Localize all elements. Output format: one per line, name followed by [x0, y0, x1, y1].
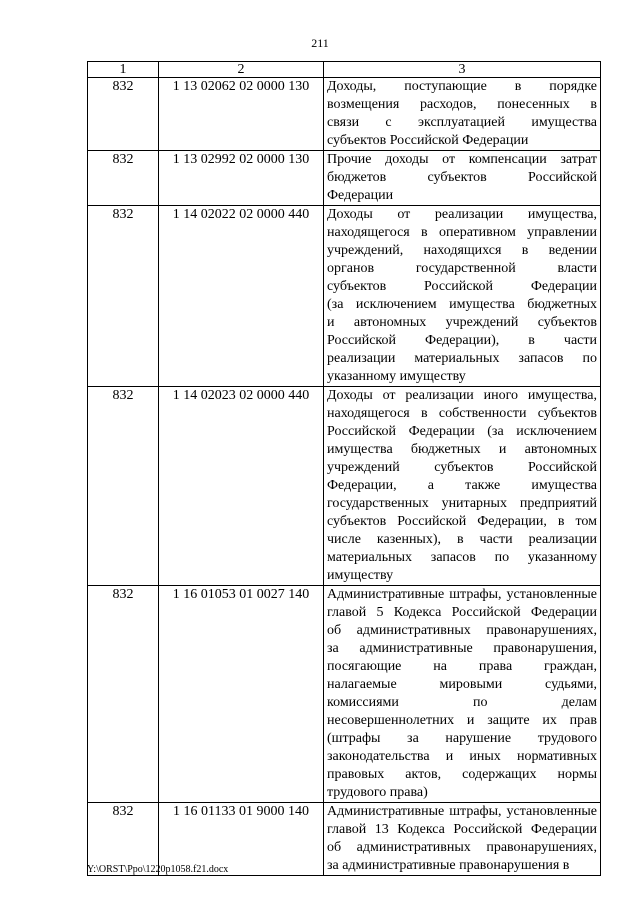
- revenue-codes-table: [87, 61, 601, 876]
- description-line: субъектов Российской Федерации: [327, 133, 529, 148]
- description-line: учреждений субъектов Российской: [327, 460, 597, 475]
- description-line: связи с эксплуатацией имущества: [327, 115, 597, 130]
- revenue-description-cell: [324, 803, 601, 876]
- description-line: имущества бюджетных и автономных: [327, 442, 597, 457]
- budget-classification-code-cell: 1 14 02023 02 0000 440: [159, 387, 324, 586]
- description-line: учреждений, находящихся в ведении: [327, 243, 597, 258]
- description-line: посягающие на права граждан,: [327, 659, 597, 674]
- description-line: главой 13 Кодекса Российской Федерации: [327, 822, 597, 837]
- description-line: об административных правонарушениях,: [327, 840, 597, 855]
- description-line: находящегося в собственности субъектов: [327, 406, 597, 421]
- description-line: комиссиями по делам: [327, 695, 597, 710]
- description-line: органов государственной власти: [327, 261, 597, 276]
- description-line: бюджетов субъектов Российской: [327, 170, 597, 185]
- description-line: числе казенных), в части реализации: [327, 532, 597, 547]
- admin-code-cell: 832: [88, 78, 159, 151]
- description-line: правовых актов, содержащих нормы: [327, 767, 597, 782]
- description-line: трудового права): [327, 785, 428, 800]
- table-row: [88, 206, 601, 387]
- budget-classification-code-cell: 1 13 02062 02 0000 130: [159, 78, 324, 151]
- revenue-description-cell: [324, 151, 601, 206]
- revenue-description-cell: [324, 586, 601, 803]
- description-line: материальных запасов по указанному: [327, 550, 597, 565]
- column-header-1: 1: [88, 62, 159, 78]
- description-line: реализации материальных запасов по: [327, 351, 597, 366]
- description-line: возмещения расходов, понесенных в: [327, 97, 597, 112]
- table-row: [88, 151, 601, 206]
- table-row: [88, 78, 601, 151]
- description-line: Федерации, а также имущества: [327, 478, 597, 493]
- table-header-row: [88, 62, 601, 78]
- admin-code-cell: 832: [88, 206, 159, 387]
- admin-code-cell: 832: [88, 387, 159, 586]
- description-line: Российской Федерации (за исключением: [327, 424, 597, 439]
- revenue-description-cell: [324, 206, 601, 387]
- page-number: 211: [311, 36, 329, 50]
- description-line: Доходы от реализации имущества,: [327, 207, 597, 222]
- description-line: Административные штрафы, установленные: [327, 804, 597, 819]
- table-row: [88, 586, 601, 803]
- description-line: главой 5 Кодекса Российской Федерации: [327, 605, 597, 620]
- description-line: за административные правонарушения,: [327, 641, 597, 656]
- description-line: субъектов Российской Федерации: [327, 279, 597, 294]
- description-line: субъектов Российской Федерации, в том: [327, 514, 597, 529]
- description-line: указанному имуществу: [327, 369, 466, 384]
- admin-code-cell: 832: [88, 803, 159, 876]
- description-line: имуществу: [327, 568, 394, 583]
- description-line: Административные штрафы, установленные: [327, 587, 597, 602]
- column-header-3: 3: [324, 62, 601, 78]
- description-line: Доходы, поступающие в порядке: [327, 79, 597, 94]
- budget-classification-code-cell: 1 16 01133 01 9000 140: [159, 803, 324, 876]
- description-line: Прочие доходы от компенсации затрат: [327, 152, 597, 167]
- description-line: за административные правонарушения в: [327, 858, 570, 873]
- description-line: законодательства и иных нормативных: [327, 749, 597, 764]
- description-line: Федерации: [327, 188, 394, 203]
- description-line: об административных правонарушениях,: [327, 623, 597, 638]
- revenue-description-cell: [324, 78, 601, 151]
- budget-classification-code-cell: 1 14 02022 02 0000 440: [159, 206, 324, 387]
- table-row: [88, 387, 601, 586]
- description-line: Доходы от реализации иного имущества,: [327, 388, 597, 403]
- description-line: и автономных учреждений субъектов: [327, 315, 597, 330]
- document-file-path: Y:\ORST\Ppo\1220p1058.f21.docx: [87, 864, 229, 875]
- budget-classification-code-cell: 1 13 02992 02 0000 130: [159, 151, 324, 206]
- description-line: налагаемые мировыми судьями,: [327, 677, 597, 692]
- admin-code-cell: 832: [88, 586, 159, 803]
- column-header-2: 2: [159, 62, 324, 78]
- description-line: (за исключением имущества бюджетных: [327, 297, 597, 312]
- revenue-description-cell: [324, 387, 601, 586]
- description-line: (штрафы за нарушение трудового: [327, 731, 597, 746]
- description-line: Российской Федерации), в части: [327, 333, 597, 348]
- budget-classification-code-cell: 1 16 01053 01 0027 140: [159, 586, 324, 803]
- description-line: находящегося в оперативном управлении: [327, 225, 597, 240]
- description-line: государственных унитарных предприятий: [327, 496, 597, 511]
- description-line: несовершеннолетних и защите их прав: [327, 713, 597, 728]
- admin-code-cell: 832: [88, 151, 159, 206]
